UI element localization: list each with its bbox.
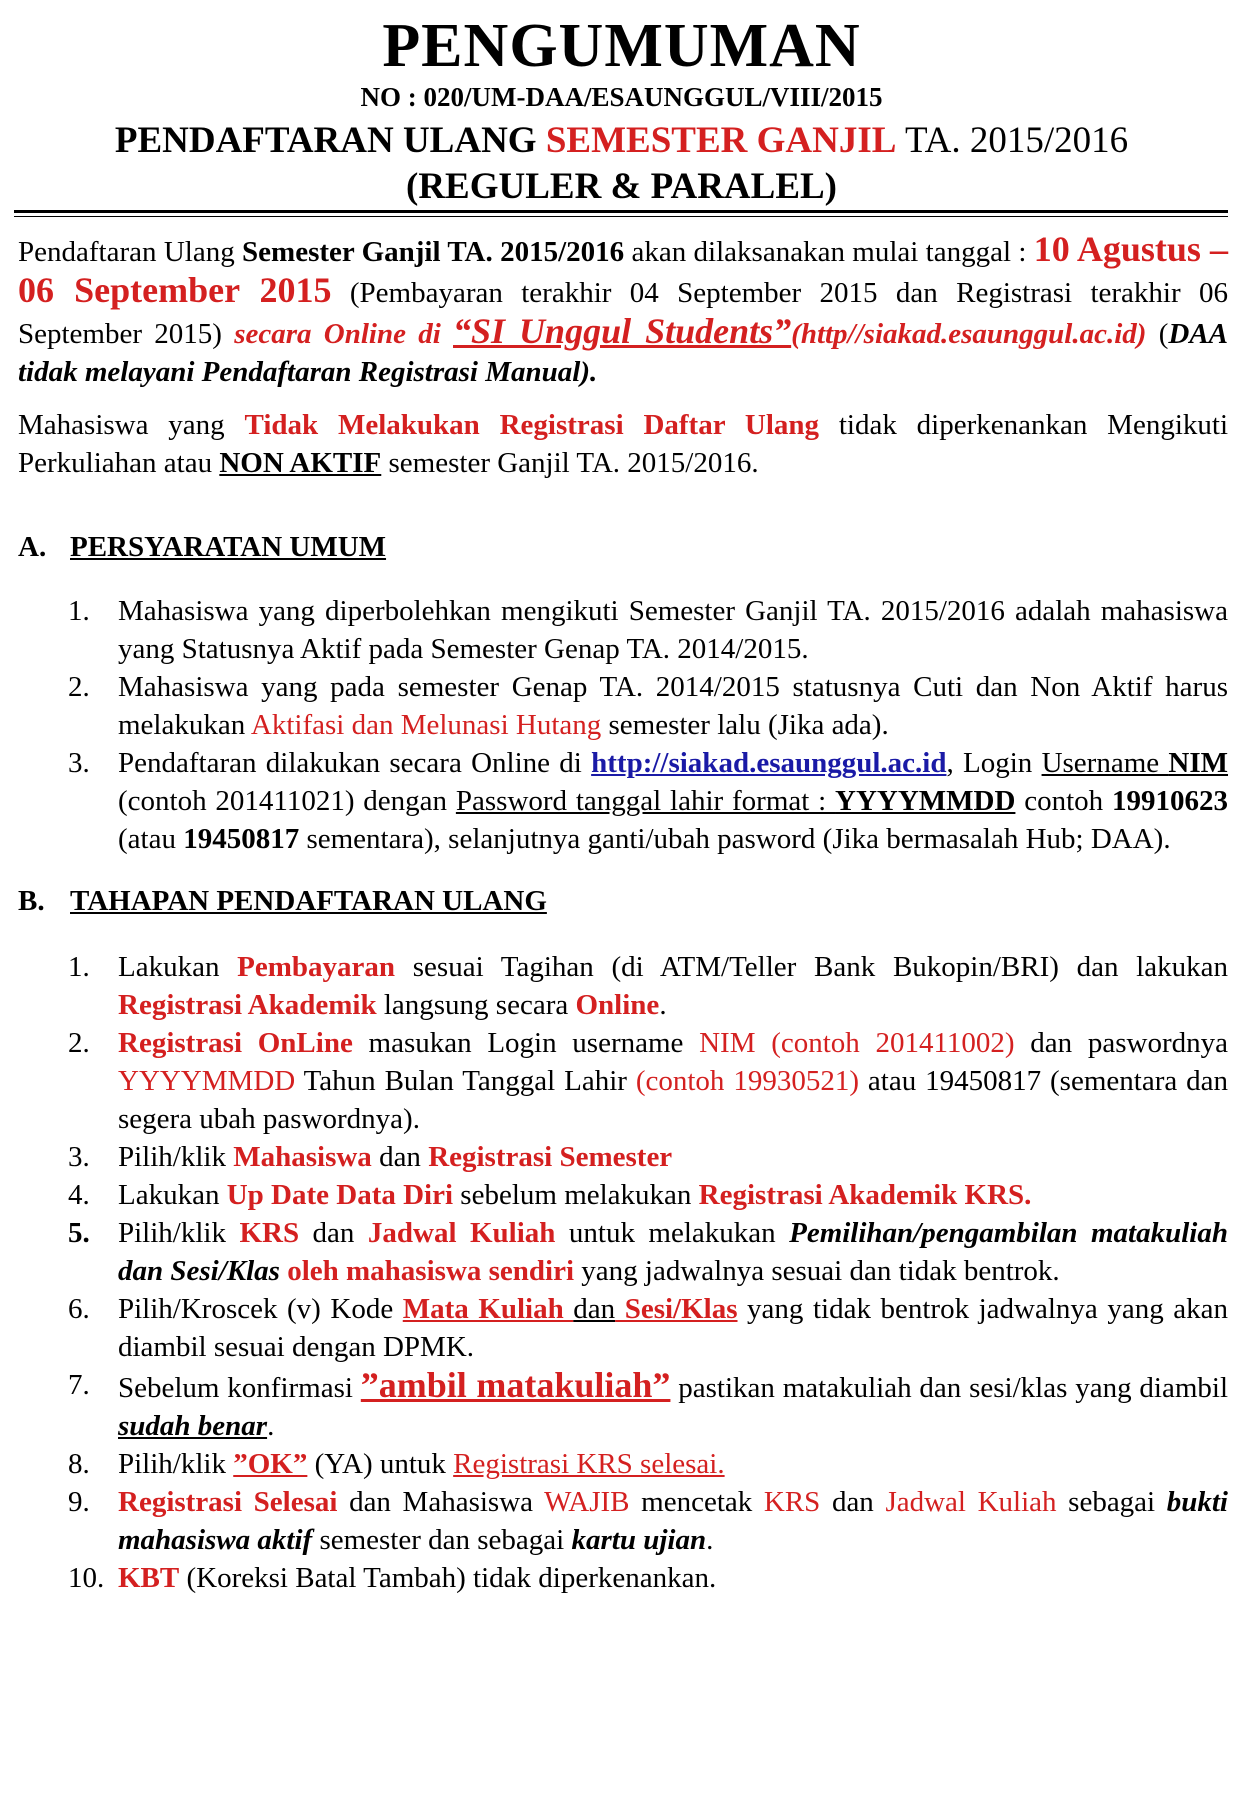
list-text: langsung secara xyxy=(376,989,576,1021)
list-text: dan Mahasiswa xyxy=(337,1486,545,1518)
list-item xyxy=(18,1214,1228,1290)
list-text: . xyxy=(267,1410,275,1442)
list-item xyxy=(18,744,1228,858)
list-highlight: YYYYMMDD xyxy=(118,1065,296,1097)
list-highlight: Registrasi KRS selesai. xyxy=(453,1448,725,1480)
intro-si-unggul: “SI Unggul Students” xyxy=(453,311,792,351)
section-a-title: PERSYARATAN UMUM xyxy=(70,531,387,563)
list-text: dan xyxy=(820,1486,886,1518)
announcement-subtitle xyxy=(0,118,1243,164)
siakad-link[interactable]: http://siakad.esaunggul.ac.id xyxy=(591,747,947,779)
list-emphasis: Pemilihan/pengambilan matakuliah dan Sesi/Klas xyxy=(118,1217,1228,1287)
list-text: Tahun Bulan Tanggal Lahir xyxy=(295,1065,636,1097)
list-number: 8. xyxy=(68,1448,90,1480)
announcement-subtitle-2: (REGULER & PARALEL) xyxy=(406,166,837,207)
list-highlight: Jadwal Kuliah xyxy=(885,1486,1057,1518)
list-highlight: (contoh 19930521) xyxy=(635,1065,859,1097)
intro-text: akan dilaksanakan mulai tanggal : xyxy=(624,236,1034,268)
list-text: , Login xyxy=(946,747,1042,779)
intro-semester: Semester Ganjil TA. 2015/2016 xyxy=(242,236,625,268)
intro-text: tidak diperkenankan Mengikuti Perkuliahan atau xyxy=(18,409,1229,479)
list-text: masukan Login username xyxy=(352,1027,700,1059)
list-item xyxy=(18,592,1228,668)
list-emphasis: bukti mahasiswa aktif xyxy=(118,1486,1228,1556)
list-highlight: Registrasi Semester xyxy=(428,1141,673,1173)
intro-text: semester Ganjil TA. 2015/2016. xyxy=(381,447,759,479)
list-highlight: WAJIB xyxy=(544,1486,630,1518)
document-title: PENGUMUMAN xyxy=(382,12,861,80)
section-b-title: TAHAPAN PENDAFTARAN ULANG xyxy=(70,885,547,917)
list-text: mencetak xyxy=(629,1486,764,1518)
list-example: 19450817 xyxy=(183,823,300,855)
list-number: 3. xyxy=(68,1141,90,1173)
list-number: 5. xyxy=(68,1217,90,1249)
list-number: 6. xyxy=(68,1293,90,1325)
intro-text: Mahasiswa yang xyxy=(18,409,245,441)
intro-text: (Pembayaran terakhir 04 September 2015 dan Registrasi terakhir 06 September 2015) xyxy=(18,277,1228,350)
list-text: (Koreksi Batal Tambah) tidak diperkenankan. xyxy=(179,1562,717,1594)
list-text: Pendaftaran dilakukan secara Online di xyxy=(118,747,592,779)
list-number: 1. xyxy=(68,951,90,983)
list-text: sesuai Tagihan (di ATM/Teller Bank Bukopin/BRI) dan lakukan xyxy=(395,951,1228,983)
section-b-letter: B. xyxy=(18,885,45,917)
list-text: Mahasiswa yang pada semester Genap TA. 2014/2015 statusnya Cuti dan Non Aktif harus melakukan xyxy=(118,671,1228,741)
list-item xyxy=(18,1138,1228,1176)
section-a-list xyxy=(18,592,1228,858)
intro-paragraph xyxy=(18,230,1228,391)
list-highlight: KRS xyxy=(763,1486,821,1518)
header-rule-thick xyxy=(14,210,1228,213)
list-text: Pilih/klik xyxy=(118,1448,234,1480)
list-text: pastikan matakuliah dan sesi/klas yang diambil xyxy=(670,1372,1228,1404)
list-text: atau 19450817 (sementara dan segera ubah paswordnya). xyxy=(118,1065,1228,1135)
intro-non-aktif: NON AKTIF xyxy=(219,447,382,479)
intro-date-range: 10 Agustus – 06 September 2015 xyxy=(18,229,1229,310)
intro-text: ( xyxy=(1146,318,1169,350)
list-number: 4. xyxy=(68,1179,90,1211)
list-item xyxy=(18,1559,1228,1597)
list-text: yang tidak bentrok jadwalnya yang akan diambil sesuai dengan DPMK. xyxy=(118,1293,1228,1363)
list-password: Password tanggal lahir format : xyxy=(455,785,836,817)
announcement-number: NO : 020/UM-DAA/ESAUNGGUL/VIII/2015 xyxy=(360,82,883,112)
list-number: 1. xyxy=(68,595,90,627)
list-text: (contoh 201411021) dengan xyxy=(118,785,456,817)
list-number: 9. xyxy=(68,1486,90,1518)
list-item xyxy=(18,1176,1228,1214)
list-item xyxy=(18,1366,1228,1445)
list-text: Lakukan xyxy=(118,1179,227,1211)
subtitle-semester: SEMESTER GANJIL xyxy=(545,120,897,161)
list-text: dan xyxy=(573,1293,616,1325)
list-text: sebagai xyxy=(1056,1486,1167,1518)
section-a-heading xyxy=(18,528,386,566)
list-item xyxy=(18,948,1228,1024)
subtitle-part-a: PENDAFTARAN ULANG xyxy=(114,120,546,161)
list-highlight: Registrasi Selesai xyxy=(118,1486,338,1518)
list-number: 7. xyxy=(68,1369,90,1401)
list-text: sebelum melakukan xyxy=(453,1179,699,1211)
list-highlight: KBT xyxy=(118,1562,180,1594)
list-text: contoh xyxy=(1015,785,1112,817)
list-text: yang jadwalnya sesuai dan tidak bentrok. xyxy=(574,1255,1060,1287)
list-number: 2. xyxy=(68,1027,90,1059)
list-text: Pilih/klik xyxy=(118,1141,234,1173)
intro-paragraph-2 xyxy=(18,406,1228,482)
list-text: semester dan sebagai xyxy=(312,1524,572,1556)
header-rule-thin xyxy=(14,216,1228,217)
list-highlight: Jadwal Kuliah xyxy=(367,1217,556,1249)
list-nim: NIM xyxy=(1168,747,1229,779)
intro-text: Pendaftaran Ulang xyxy=(18,236,243,268)
list-text: (atau xyxy=(118,823,184,855)
list-item xyxy=(18,1445,1228,1483)
intro-not-registered: Tidak Melakukan Registrasi Daftar Ulang xyxy=(244,409,820,441)
list-highlight: KRS xyxy=(239,1217,300,1249)
list-highlight: Aktifasi dan Melunasi Hutang xyxy=(250,709,602,741)
intro-url: (http//siakad.esaunggul.ac.id) xyxy=(791,318,1147,350)
list-item xyxy=(18,1483,1228,1559)
list-highlight: ”OK” xyxy=(233,1448,308,1480)
list-text: sementara), selanjutnya ganti/ubah pasword (Jika bermasalah Hub; DAA). xyxy=(299,823,1171,855)
list-highlight: Up Date Data Diri xyxy=(226,1179,454,1211)
intro-online: secara Online di xyxy=(234,318,454,350)
list-number: 2. xyxy=(68,671,90,703)
section-b-heading xyxy=(18,882,547,920)
list-highlight: NIM (contoh 201411002) xyxy=(699,1027,1015,1059)
list-highlight: Mahasiswa xyxy=(233,1141,372,1173)
list-number: 10. xyxy=(68,1562,105,1594)
list-text: Pilih/klik xyxy=(118,1217,240,1249)
list-item xyxy=(18,1024,1228,1138)
list-text: dan paswordnya xyxy=(1014,1027,1228,1059)
list-text: dan xyxy=(299,1217,368,1249)
list-highlight: Sesi/Klas xyxy=(615,1293,738,1325)
list-text: (YA) untuk xyxy=(307,1448,454,1480)
list-highlight: Registrasi Akademik KRS. xyxy=(698,1179,1032,1211)
list-emphasis: sudah benar xyxy=(118,1410,268,1442)
section-b-list xyxy=(18,948,1228,1597)
list-emphasis: kartu ujian xyxy=(571,1524,707,1556)
list-highlight: Mata Kuliah xyxy=(402,1293,574,1325)
list-highlight: Registrasi OnLine xyxy=(118,1027,353,1059)
list-text: . xyxy=(706,1524,714,1556)
section-a-letter: A. xyxy=(18,531,47,563)
list-text: . xyxy=(659,989,667,1021)
list-text: untuk melakukan xyxy=(555,1217,790,1249)
intro-daa-note: DAA tidak melayani Pendaftaran Registrasi Manual). xyxy=(18,318,1229,388)
subtitle-year: TA. 2015/2016 xyxy=(896,120,1129,161)
list-text: dan xyxy=(371,1141,429,1173)
list-highlight: Registrasi Akademik xyxy=(118,989,377,1021)
list-text: Username xyxy=(1041,747,1169,779)
list-highlight: oleh mahasiswa sendiri xyxy=(279,1255,575,1287)
list-highlight: Pembayaran xyxy=(237,951,396,983)
list-text: Sebelum konfirmasi xyxy=(118,1372,361,1404)
list-item xyxy=(18,1290,1228,1366)
list-text: semester lalu (Jika ada). xyxy=(601,709,889,741)
list-highlight: ”ambil matakuliah” xyxy=(360,1365,671,1405)
list-number: 3. xyxy=(68,747,90,779)
list-text: Mahasiswa yang diperbolehkan mengikuti Semester Ganjil TA. 2015/2016 adalah mahasiswa yang Statusnya Aktif pada Semester Genap TA. 2014/2015. xyxy=(118,595,1228,665)
list-text: Lakukan xyxy=(118,951,238,983)
list-item xyxy=(18,668,1228,744)
list-example: 19910623 xyxy=(1112,785,1228,817)
list-format: YYYYMMDD xyxy=(835,785,1016,817)
list-text: Pilih/Kroscek (v) Kode xyxy=(118,1293,403,1325)
list-highlight: Online xyxy=(575,989,660,1021)
